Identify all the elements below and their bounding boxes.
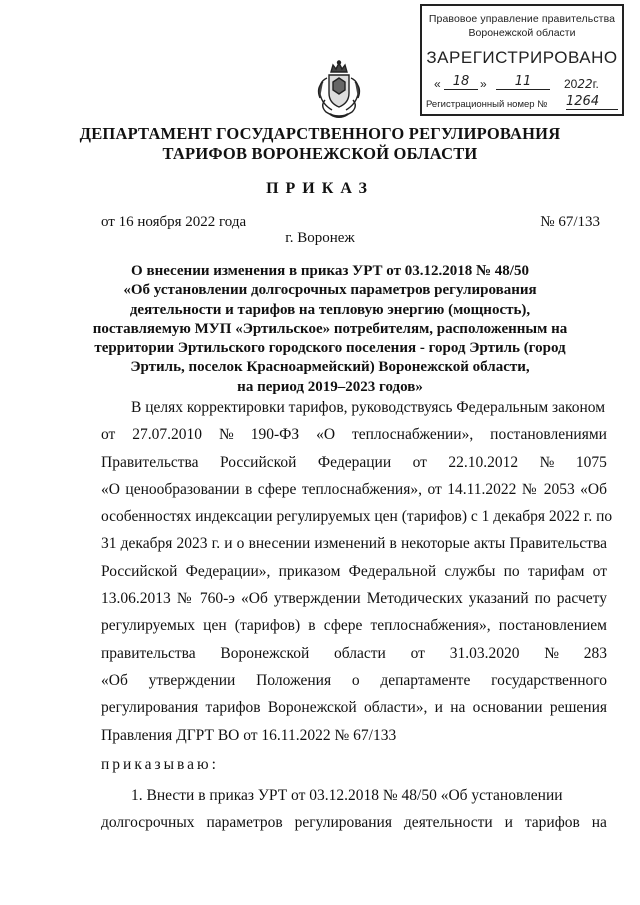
stamp-quote-close: » bbox=[480, 77, 487, 91]
body-word: «О bbox=[316, 426, 336, 444]
body-word: 1075 bbox=[575, 453, 607, 471]
stamp-month: 11 bbox=[496, 74, 550, 90]
body-word: Правительства bbox=[101, 453, 199, 471]
stamp-registered-label: ЗАРЕГИСТРИРОВАНО bbox=[426, 48, 618, 67]
body-word: 27.07.2010 bbox=[132, 426, 203, 444]
body-paragraph1-lines bbox=[101, 421, 613, 721]
body-word: 190-ФЗ bbox=[250, 426, 300, 444]
subject-line: О внесении изменения в приказ УРТ от 03.12.2018 № 48/50 bbox=[131, 263, 529, 279]
body-paragraph1-line bbox=[101, 667, 607, 694]
stamp-day: 18 bbox=[444, 74, 478, 90]
body-word: Положения bbox=[256, 671, 332, 689]
document-type: ПРИКАЗ bbox=[266, 180, 374, 197]
body-word: 283 bbox=[583, 644, 607, 662]
body-paragraph1-first-line: В целях корректировки тарифов, руководствуясь Федеральным законом bbox=[131, 399, 606, 416]
stamp-year-unit: г. bbox=[592, 77, 599, 91]
stamp-year bbox=[564, 77, 599, 91]
document-date: от 16 ноября 2022 года bbox=[101, 214, 247, 230]
body-word: тарифов bbox=[524, 814, 580, 832]
body-paragraph1-line: Российской Федерации», приказом Федеральной службы по тарифам от bbox=[101, 562, 607, 580]
stamp-org-line2: Воронежской области bbox=[468, 27, 576, 39]
body-paragraph1-line bbox=[101, 421, 607, 448]
body-word: от bbox=[412, 453, 427, 471]
body-word: деятельности bbox=[403, 814, 493, 832]
body-paragraph1-line: 31 декабря 2023 г. и о внесении изменений в некоторые акты Правительства bbox=[101, 535, 607, 553]
body-word: Российской bbox=[220, 453, 297, 471]
body-word: № bbox=[218, 426, 234, 444]
body-word: Воронежской bbox=[220, 644, 310, 662]
order-word: приказываю: bbox=[101, 755, 219, 773]
body-word: утверждении bbox=[148, 671, 236, 689]
body-paragraph1-line: «О ценообразовании в сфере теплоснабжения», от 14.11.2022 № 2053 «Об bbox=[101, 480, 607, 498]
body-word: № bbox=[539, 453, 555, 471]
department-title-line2: ТАРИФОВ ВОРОНЕЖСКОЙ ОБЛАСТИ bbox=[162, 144, 478, 163]
body-word: Федерации bbox=[317, 453, 392, 471]
subject-line: «Об установлении долгосрочных параметров регулирования bbox=[123, 282, 537, 299]
body-paragraph1-line: регулируемых цен (тарифов) в сфере теплоснабжения», постановлением bbox=[101, 617, 607, 635]
body-paragraph1-line: регулирования тарифов Воронежской области», и на основании решения bbox=[101, 699, 607, 717]
body-paragraph2-first-line: 1. Внести в приказ УРТ от 03.12.2018 № 48/50 «Об установлении bbox=[131, 787, 563, 805]
stamp-quote-open: « bbox=[434, 77, 441, 91]
body-word: на bbox=[591, 814, 607, 832]
subject-line: Эртиль, поселок Красноармейский) Воронежской области, bbox=[130, 359, 530, 376]
document-subject bbox=[80, 262, 580, 397]
subject-line: территории Эртильского городского поселения - город Эртиль (город bbox=[94, 340, 566, 357]
body-word: долгосрочных bbox=[101, 814, 195, 832]
stamp-org-line1: Правовое управление правительства bbox=[428, 13, 616, 25]
body-paragraph1-line: особенностях индексации регулируемых цен (тарифов) с 1 декабря 2022 г. по bbox=[101, 508, 613, 526]
body-word: № bbox=[544, 644, 559, 662]
body-word: от bbox=[101, 426, 116, 444]
body-paragraph1-line bbox=[101, 640, 607, 667]
body-paragraph2-second-line bbox=[101, 809, 607, 836]
body-word: о bbox=[351, 671, 360, 689]
document-city: г. Воронеж bbox=[285, 230, 355, 246]
body-word: теплоснабжении», bbox=[351, 426, 474, 444]
body-paragraph1-line bbox=[101, 449, 607, 476]
body-word: и bbox=[504, 814, 513, 832]
body-word: регулирования bbox=[294, 814, 392, 832]
document-body bbox=[101, 394, 613, 837]
body-word: государственного bbox=[491, 671, 607, 689]
stamp-year-prefix: 20 bbox=[564, 77, 578, 91]
body-paragraph1-last-line: Правления ДГРТ ВО от 16.11.2022 № 67/133 bbox=[101, 726, 397, 744]
body-word: 22.10.2012 bbox=[448, 453, 519, 471]
stamp-year-suffix: 22 bbox=[577, 77, 593, 91]
department-title-line1: ДЕПАРТАМЕНТ ГОСУДАРСТВЕННОГО РЕГУЛИРОВАНИЯ bbox=[79, 124, 561, 143]
body-word: правительства bbox=[101, 644, 196, 662]
stamp-date-line bbox=[434, 74, 612, 95]
coat-of-arms-icon bbox=[312, 60, 366, 122]
body-word: «Об bbox=[101, 671, 128, 689]
registration-stamp bbox=[420, 4, 624, 116]
body-word: от bbox=[410, 644, 425, 662]
body-word: постановлениями bbox=[490, 426, 607, 444]
body-paragraph1-line: 13.06.2013 № 760-э «Об утверждении Методических указаний по расчету bbox=[101, 590, 607, 608]
body-word: департаменте bbox=[380, 671, 471, 689]
body-word: 31.03.2020 bbox=[449, 644, 520, 662]
stamp-number-value: 1264 bbox=[566, 94, 618, 110]
stamp-number-line bbox=[426, 94, 616, 110]
body-word: области bbox=[334, 644, 386, 662]
subject-line: поставляемую МУП «Эртильское» потребителям, расположенным на bbox=[92, 320, 568, 337]
subject-line: деятельности и тарифов на тепловую энергию (мощность), bbox=[129, 301, 531, 318]
body-word: параметров bbox=[206, 814, 283, 832]
document-number: № 67/133 bbox=[540, 214, 600, 230]
subject-line: на период 2019–2023 годов» bbox=[237, 378, 423, 395]
stamp-number-label: Регистрационный номер № bbox=[426, 99, 548, 110]
